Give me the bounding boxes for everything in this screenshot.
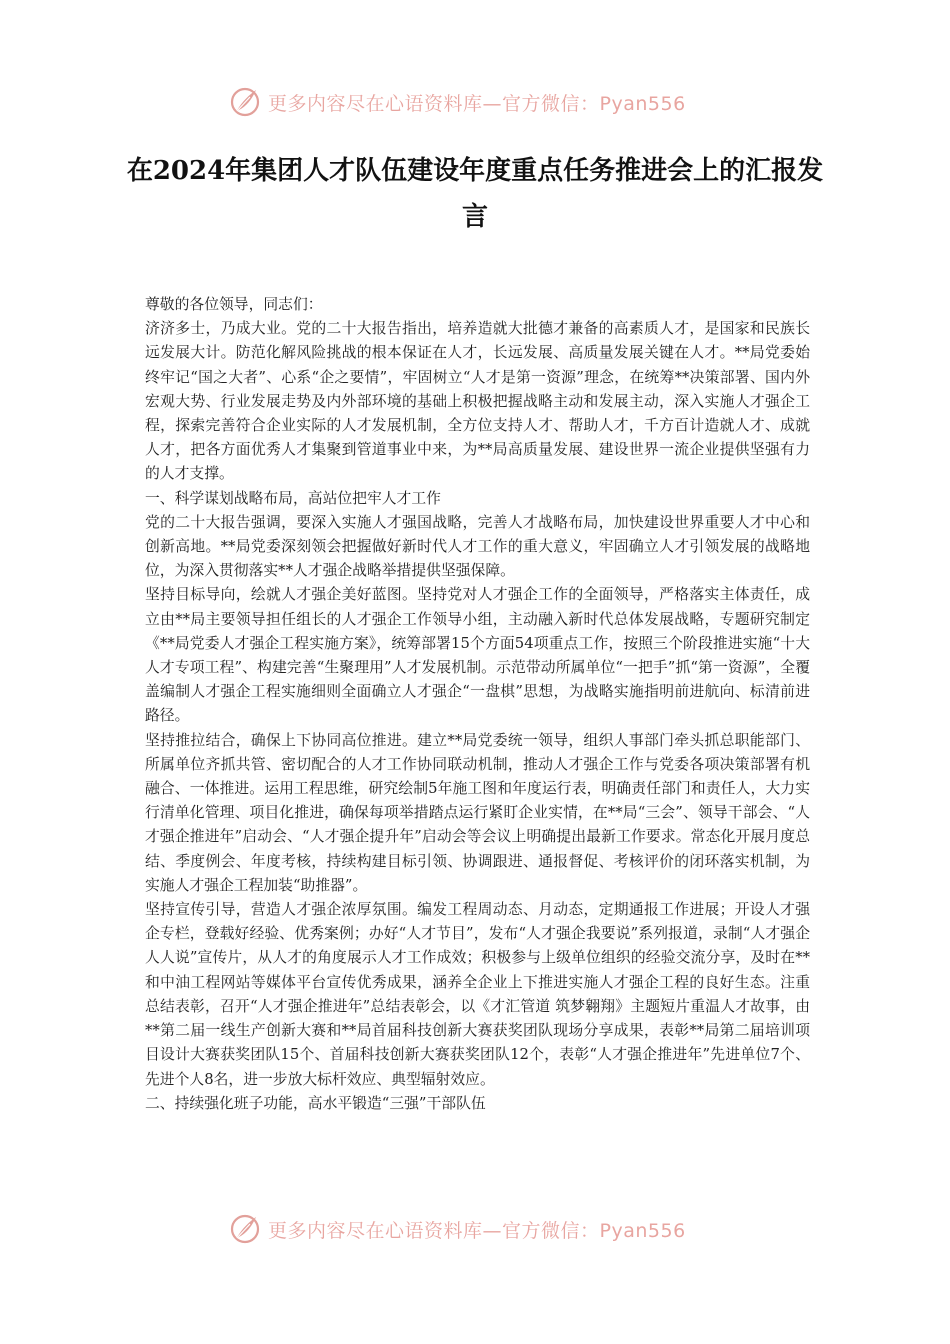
watermark-footer — [228, 1209, 748, 1249]
watermark-header — [228, 82, 748, 122]
quill-logo-icon — [228, 85, 262, 119]
paragraph: 坚持宣传引导，营造人才强企浓厚氛围。编发工程周动态、月动态，定期通报工作进展；开设人才强企专栏，登载好经验、优秀案例；办好“人才节目”，发布“人才强企我要说”系列报道，录制“人才强企人人说”宣传片，从人才的角度展示人才工作成效；积极参与上级单位组织的经验交流分享，及时在**和中油工程网站等媒体平台宣传优秀成果，涵养全企业上下推进实施人才强企工程的良好生态。注重总结表彰，召开“人才强企推进年”总结表彰会，以《才汇管道 筑梦翱翔》主题短片重温人才故事，由**第二届一线生产创新大赛和**局首届科技创新大赛获奖团队现场分享成果，表彰**局第二届培训项目设计大赛获奖团队15个、首届科技创新大赛获奖团队12个，表彰“人才强企推进年”先进单位7个、先进个人8名，进一步放大标杆效应、典型辐射效应。 — [145, 901, 810, 1088]
paragraph: 党的二十大报告强调，要深入实施人才强国战略，完善人才战略布局，加快建设世界重要人才中心和创新高地。**局党委深刻领会把握做好新时代人才工作的重大意义，牢固确立人才引领发展的战略地位，为深入贯彻落实**人才强企战略举措提供坚强保障。 — [145, 513, 810, 580]
quill-logo-icon — [228, 1212, 262, 1246]
watermark-text: 更多内容尽在心语资料库—官方微信：Pyan556 — [268, 92, 686, 115]
page-title: 在2024年集团人才队伍建设年度重点任务推进会上的汇报发言 — [126, 156, 824, 232]
section-heading: 二、持续强化班子功能，高水平锻造“三强”干部队伍 — [145, 1094, 486, 1112]
paragraph: 坚持推拉结合，确保上下协同高位推进。建立**局党委统一领导，组织人事部门牵头抓总职能部门、所属单位齐抓共管、密切配合的人才工作协同联动机制，推动人才强企工作与党委各项决策部署有机融合、一体推进。运用工程思维，研究绘制5年施工图和年度运行表，明确责任部门和责任人，大力实行清单化管理、项目化推进，确保每项举措踏点运行紧盯企业实情，在**局“三会”、领导干部会、“人才强企推进年”启动会、“人才强企提升年”启动会等会议上明确提出最新工作要求。常态化开展月度总结、季度例会、年度考核，持续构建目标引领、协调跟进、通报督促、考核评价的闭环落实机制，为实施人才强企工程加装“助推器”。 — [145, 731, 810, 894]
paragraph: 坚持目标导向，绘就人才强企美好蓝图。坚持党对人才强企工作的全面领导，严格落实主体责任，成立由**局主要领导担任组长的人才强企工作领导小组，主动融入新时代总体发展战略，专题研究制定《**局党委人才强企工程实施方案》，统筹部署15个方面54项重点工作，按照三个阶段推进实施“十大人才专项工程”、构建完善“生聚理用”人才发展机制。示范带动所属单位“一把手”抓“第一资源”，全覆盖编制人才强企工程实施细则全面确立人才强企“一盘棋”思想，为战略实施指明前进航向、标清前进路径。 — [145, 586, 810, 725]
salutation: 尊敬的各位领导，同志们： — [145, 296, 323, 313]
watermark-text: 更多内容尽在心语资料库—官方微信：Pyan556 — [268, 1219, 686, 1242]
document-body — [145, 293, 810, 1116]
paragraph: 济济多士，乃成大业。党的二十大报告指出，培养造就大批德才兼备的高素质人才，是国家和民族长远发展大计。防范化解风险挑战的根本保证在人才，长远发展、高质量发展关键在人才。**局党委始终牢记“国之大者”、心系“企之要情”，牢固树立“人才是第一资源”理念，在统筹**决策部署、国内外宏观大势、行业发展走势及内外部环境的基础上积极把握战略主动和发展主动，深入实施人才强企工程，探索完善符合企业实际的人才发展机制，全方位支持人才、帮助人才，千方百计造就人才、成就人才，把各方面优秀人才集聚到管道事业中来，为**局高质量发展、建设世界一流企业提供坚强有力的人才支撑。 — [145, 320, 810, 483]
section-heading: 一、科学谋划战略布局，高站位把牢人才工作 — [145, 489, 441, 507]
